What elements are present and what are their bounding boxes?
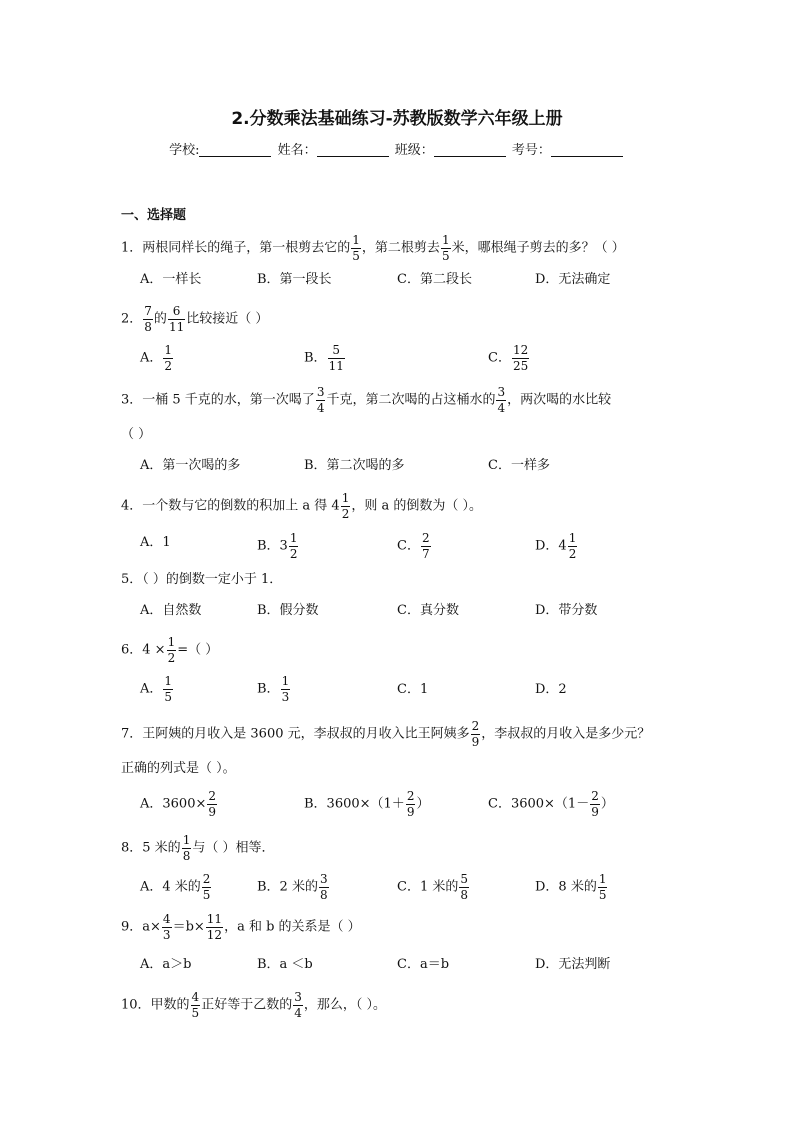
q5-option-b[interactable]: B．假分数 <box>257 603 319 618</box>
section-heading: 一、选择题 <box>121 208 187 223</box>
question-7-line-2: 正确的列式是（ ）。 <box>121 761 236 776</box>
q3-option-a[interactable]: A．第一次喝的多 <box>140 458 241 473</box>
q9-option-c[interactable]: C．a＝b <box>397 957 450 972</box>
question-text: 7．王阿姨的月收入是 3600 元，李叔叔的月收入比王阿姨多 <box>121 726 470 742</box>
q5-option-a[interactable]: A．自然数 <box>140 603 202 618</box>
number-label: 考号： <box>511 143 551 158</box>
q1-option-b[interactable]: B．第一段长 <box>257 272 332 287</box>
question-text: ，两次喝的水比较 <box>507 392 612 408</box>
q8-option-b[interactable]: B．2 米的 $\frac{3}{8}$ <box>257 872 328 902</box>
q3-option-b[interactable]: B．第二次喝的多 <box>304 458 405 473</box>
q9-option-a[interactable]: A．a＞b <box>140 957 192 972</box>
q2-option-b[interactable]: B． $\frac{5}{11}$ <box>304 343 344 373</box>
number-blank[interactable] <box>551 142 623 157</box>
q2-option-c[interactable]: C． $\frac{12}{25}$ <box>488 343 529 373</box>
q1-option-d[interactable]: D．无法确定 <box>535 272 611 287</box>
fraction: $\frac{7}{8}$ <box>144 304 152 334</box>
q4-option-d[interactable]: D．4 $\frac{1}{2}$ <box>535 531 577 561</box>
student-info-line <box>0 139 794 158</box>
question-text: 1．两根同样长的绳子，第一根剪去它的 <box>121 240 351 256</box>
question-text: 与（ ）相等． <box>192 840 275 856</box>
name-label: 姓名： <box>277 143 317 158</box>
fraction: $\frac{4}{5}$ <box>191 990 200 1020</box>
q7-option-a[interactable]: A．3600× $\frac{2}{9}$ <box>140 789 217 819</box>
question-text: 米，哪根绳子剪去的多？（ ） <box>451 240 625 256</box>
question-text: 4．一个数与它的倒数的积加上 a 得 4 <box>121 498 340 514</box>
question-text: ，第二根剪去 <box>361 240 440 256</box>
fraction: $\frac{1}{5}$ <box>352 233 360 263</box>
question-4 <box>121 492 482 520</box>
q4-option-b[interactable]: B．3 $\frac{1}{2}$ <box>257 531 298 561</box>
question-text: ，则 a 的倒数为（ ）。 <box>351 498 482 514</box>
q1-option-c[interactable]: C．第二段长 <box>397 272 472 287</box>
fraction: $\frac{11}{12}$ <box>206 912 223 942</box>
q7-option-c[interactable]: C．3600×（1－ $\frac{2}{9}$ ） <box>488 789 614 819</box>
fraction: $\frac{6}{11}$ <box>168 304 185 334</box>
question-9 <box>121 913 361 941</box>
q8-option-d[interactable]: D．8 米的 $\frac{1}{5}$ <box>535 872 607 902</box>
name-blank[interactable] <box>317 142 389 157</box>
fraction: $\frac{3}{4}$ <box>497 385 506 415</box>
q9-option-d[interactable]: D．无法判断 <box>535 957 611 972</box>
school-label: 学校: <box>169 143 200 158</box>
q6-option-c[interactable]: C．1 <box>397 682 429 697</box>
question-text: 比较接近（ ） <box>186 311 269 327</box>
question-7 <box>121 720 650 748</box>
q8-option-a[interactable]: A．4 米的 $\frac{2}{5}$ <box>140 872 211 902</box>
q9-option-b[interactable]: B．a ＜b <box>257 957 313 972</box>
q4-option-c[interactable]: C． $\frac{2}{7}$ <box>397 531 430 561</box>
q6-option-b[interactable]: B． $\frac{1}{3}$ <box>257 674 290 704</box>
fraction: $\frac{1}{5}$ <box>441 233 450 263</box>
q7-option-b[interactable]: B．3600×（1＋ $\frac{2}{9}$ ） <box>304 789 430 819</box>
question-text: 的 <box>153 311 167 327</box>
school-blank[interactable] <box>199 142 271 157</box>
q6-option-d[interactable]: D．2 <box>535 682 567 697</box>
fraction: $\frac{1}{8}$ <box>182 833 191 863</box>
question-text: 2． <box>121 311 143 327</box>
question-2 <box>121 305 268 333</box>
question-text: =（ ） <box>177 642 219 658</box>
question-text: ，那么，（ ）。 <box>303 997 386 1013</box>
question-text: ＝b× <box>172 919 205 935</box>
q5-option-c[interactable]: C．真分数 <box>397 603 459 618</box>
question-text: ，李叔叔的月收入是多少元？ <box>481 726 651 742</box>
fraction: $\frac{1}{2}$ <box>341 491 350 521</box>
q4-option-a[interactable]: A．1 <box>140 535 171 550</box>
question-text: 6．4 × <box>121 642 166 658</box>
q6-option-a[interactable]: A． $\frac{1}{5}$ <box>140 674 173 704</box>
q1-option-a[interactable]: A．一样长 <box>140 272 202 287</box>
question-text: 3．一桶 5 千克的水，第一次喝了 <box>121 392 315 408</box>
question-text: 10．甲数的 <box>121 997 190 1013</box>
question-3-line-2: （ ） <box>121 427 152 442</box>
fraction: $\frac{2}{9}$ <box>471 719 480 749</box>
question-text: ，a 和 b 的关系是（ ） <box>224 919 361 935</box>
q8-option-c[interactable]: C．1 米的 $\frac{5}{8}$ <box>397 872 468 902</box>
question-1 <box>121 234 625 262</box>
q5-option-d[interactable]: D．带分数 <box>535 603 598 618</box>
question-5: 5．（ ）的倒数一定小于 1． <box>121 572 283 587</box>
fraction: $\frac{1}{2}$ <box>167 635 176 665</box>
class-label: 班级： <box>394 143 434 158</box>
class-blank[interactable] <box>434 142 506 157</box>
question-text: 8．5 米的 <box>121 840 181 856</box>
question-6 <box>121 636 218 664</box>
question-10 <box>121 991 386 1019</box>
fraction: $\frac{4}{3}$ <box>162 912 171 942</box>
question-3 <box>121 386 611 414</box>
page-title: 2.分数乘法基础练习-苏教版数学六年级上册 <box>231 109 563 129</box>
question-8 <box>121 834 274 862</box>
question-text: 正好等于乙数的 <box>201 997 293 1013</box>
fraction: $\frac{3}{4}$ <box>294 990 302 1020</box>
question-text: 千克，第二次喝的占这桶水的 <box>326 392 496 408</box>
q2-option-a[interactable]: A． $\frac{1}{2}$ <box>140 343 173 373</box>
q3-option-c[interactable]: C．一样多 <box>488 458 550 473</box>
question-text: 9．a× <box>121 919 161 935</box>
fraction: $\frac{3}{4}$ <box>316 385 325 415</box>
